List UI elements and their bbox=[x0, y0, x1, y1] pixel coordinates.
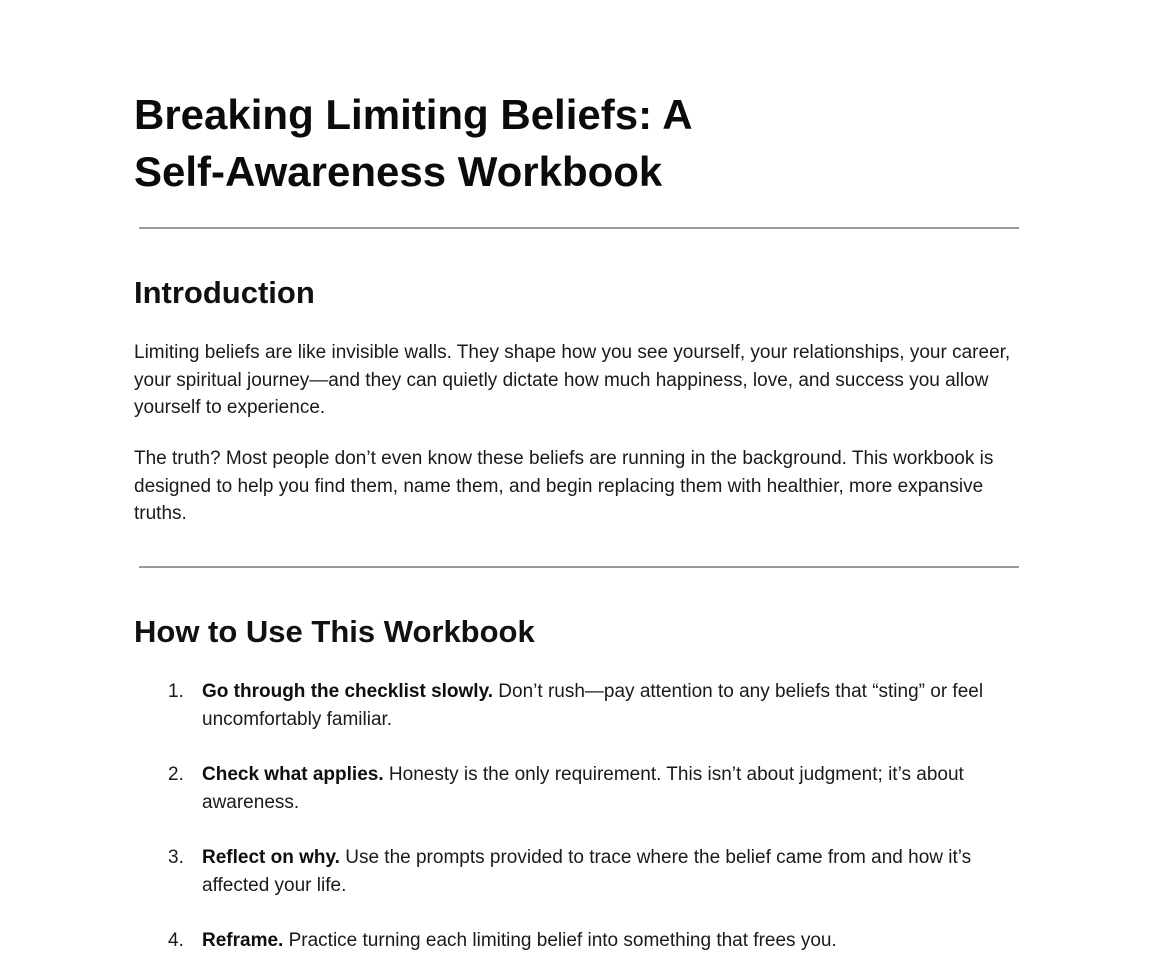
list-item-body: Practice turning each limiting belief into something that frees you. bbox=[283, 930, 837, 951]
list-item-number: 4. bbox=[168, 930, 184, 951]
section-divider bbox=[139, 566, 1019, 568]
introduction-paragraph: Limiting beliefs are like invisible walls. They shape how you see yourself, your relationships, your career, your spiritual journey—and they can quietly dictate how much happiness, love, and success you allow yourself to experience. bbox=[134, 342, 1011, 418]
list-item-lead: Reflect on why. bbox=[202, 847, 340, 868]
introduction-heading: Introduction bbox=[134, 275, 315, 310]
section-divider bbox=[139, 227, 1019, 229]
introduction-paragraph: The truth? Most people don’t even know these beliefs are running in the background. This workbook is designed to help you find them, name them, and begin replacing them with healthier, more expansive truths. bbox=[134, 448, 994, 524]
list-item-text bbox=[202, 844, 1032, 899]
list-item-lead: Reframe. bbox=[202, 930, 284, 951]
document-title-line-1: Breaking Limiting Beliefs: A bbox=[134, 91, 693, 138]
document-title bbox=[134, 86, 854, 200]
list-item-number: 1. bbox=[168, 681, 184, 702]
list-item-text bbox=[202, 761, 1032, 816]
list-item-lead: Go through the checklist slowly. bbox=[202, 681, 494, 702]
list-item-number: 3. bbox=[168, 847, 184, 868]
list-item-number: 2. bbox=[168, 764, 184, 785]
list-item-body: Don’t rush—pay attention to any beliefs that “sting” or feel uncomfortably familiar. bbox=[202, 681, 984, 730]
list-item-text bbox=[202, 927, 1032, 955]
document-title-line-2: Self-Awareness Workbook bbox=[134, 148, 663, 195]
list-item-body: Use the prompts provided to trace where the belief came from and how it’s affected your life. bbox=[202, 847, 972, 896]
list-item-text bbox=[202, 678, 1032, 733]
how-to-use-heading: How to Use This Workbook bbox=[134, 614, 535, 649]
list-item-body: Honesty is the only requirement. This isn’t about judgment; it’s about awareness. bbox=[202, 764, 964, 813]
list-item-lead: Check what applies. bbox=[202, 764, 384, 785]
